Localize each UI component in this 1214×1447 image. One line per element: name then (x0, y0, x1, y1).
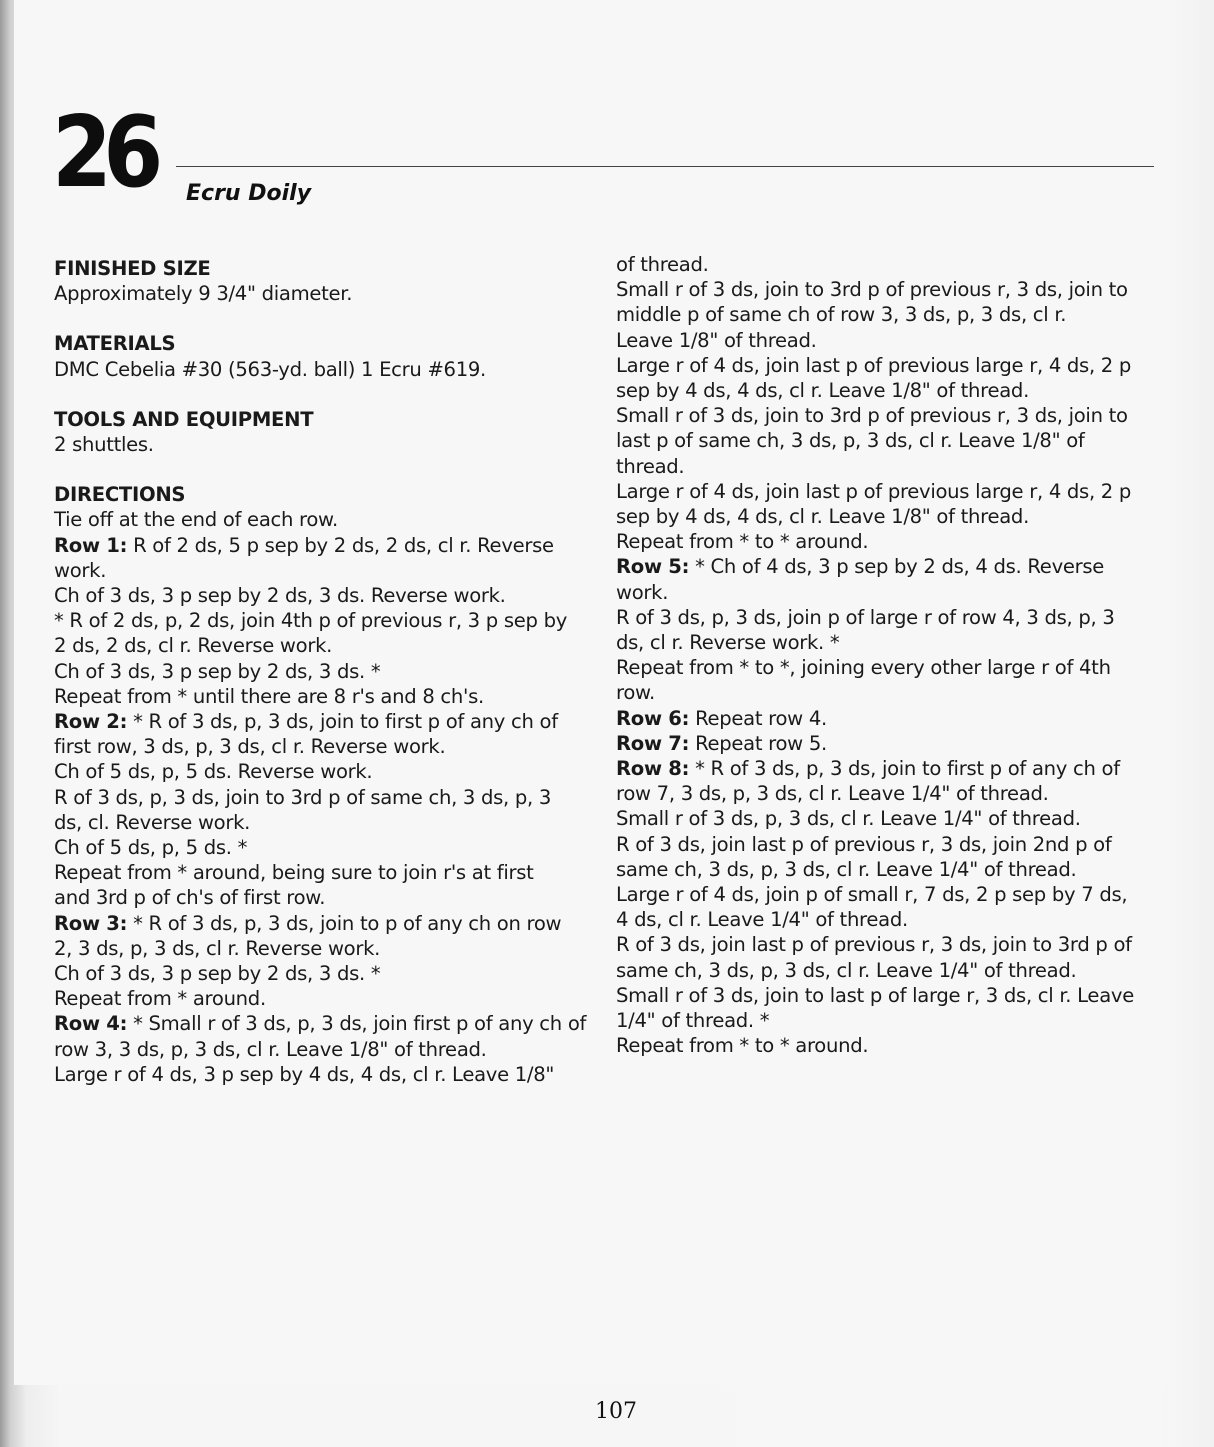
section-heading: DIRECTIONS (54, 483, 186, 507)
text-line (54, 608, 606, 633)
text-line (54, 1011, 606, 1036)
line-text: Ch of 3 ds, 3 p sep by 2 ds, 3 ds. * (54, 962, 381, 986)
line-text: Ch of 5 ds, p, 5 ds. Reverse work. (54, 760, 373, 784)
text-line (616, 1008, 1164, 1033)
line-text: Ch of 3 ds, 3 p sep by 2 ds, 3 ds. Reverse work. (54, 584, 506, 608)
section-heading: FINISHED SIZE (54, 257, 211, 280)
text-line (54, 986, 606, 1011)
row-label: Row 1: (54, 533, 128, 557)
text-line (54, 1062, 606, 1087)
line-text: thread. (616, 454, 685, 478)
line-text: first row, 3 ds, p, 3 ds, cl r. Reverse work. (54, 735, 446, 759)
line-text: Small r of 3 ds, join to last p of large r, 3 ds, cl r. Leave (616, 983, 1134, 1007)
line-text: R of 3 ds, join last p of previous r, 3 ds, join to 3rd p of (616, 933, 1132, 957)
line-text: Large r of 4 ds, join p of small r, 7 ds, 2 p sep by 7 ds, (616, 883, 1128, 907)
line-text: row 3, 3 ds, p, 3 ds, cl r. Leave 1/8" of thread. (54, 1037, 487, 1061)
text-line (616, 731, 1164, 756)
line-text: Large r of 4 ds, 3 p sep by 4 ds, 4 ds, cl r. Leave 1/8" (54, 1062, 555, 1086)
text-line (54, 633, 606, 658)
text-line (54, 810, 606, 835)
line-text: Small r of 3 ds, join to 3rd p of previous r, 3 ds, join to (616, 278, 1128, 302)
line-text: DMC Cebelia #30 (563-yd. ball) 1 Ecru #619. (54, 357, 486, 381)
title-rule (176, 166, 1154, 167)
line-text: Repeat row 4. (689, 706, 827, 730)
line-text: Ch of 3 ds, 3 p sep by 2 ds, 3 ds. * (54, 659, 381, 683)
text-line (54, 659, 606, 684)
line-text: last p of same ch, 3 ds, p, 3 ds, cl r. Leave 1/8" of (616, 429, 1085, 453)
line-text: 2, 3 ds, p, 3 ds, cl r. Reverse work. (54, 936, 381, 960)
line-text: of thread. (616, 253, 709, 276)
line-text: work. (54, 558, 107, 582)
line-text: R of 3 ds, p, 3 ds, join p of large r of row 4, 3 ds, p, 3 (616, 605, 1115, 629)
line-text: sep by 4 ds, 4 ds, cl r. Leave 1/8" of thread. (616, 379, 1029, 403)
line-text: * Ch of 4 ds, 3 p sep by 2 ds, 4 ds. Reverse (689, 555, 1105, 579)
line-text: R of 3 ds, join last p of previous r, 3 ds, join 2nd p of (616, 832, 1112, 856)
text-line (54, 507, 606, 532)
line-text: work. (616, 580, 669, 604)
line-text: Ch of 5 ds, p, 5 ds. * (54, 836, 248, 860)
line-text: 2 shuttles. (54, 433, 154, 457)
line-text: Small r of 3 ds, p, 3 ds, cl r. Leave 1/4" of thread. (616, 807, 1081, 831)
text-line (616, 882, 1164, 907)
row-label: Row 5: (616, 555, 690, 579)
text-line (616, 605, 1164, 630)
line-text: ds, cl. Reverse work. (54, 810, 251, 834)
line-text: 4 ds, cl r. Leave 1/4" of thread. (616, 908, 908, 932)
chapter-number: 26 (52, 96, 155, 210)
line-text: Repeat from * around. (54, 987, 266, 1011)
text-line (616, 277, 1164, 302)
text-line (616, 353, 1164, 378)
line-text: same ch, 3 ds, p, 3 ds, cl r. Leave 1/4" of thread. (616, 857, 1077, 881)
text-line (616, 554, 1164, 579)
line-text: * R of 2 ds, p, 2 ds, join 4th p of previous r, 3 p sep by (54, 609, 567, 633)
text-line (54, 936, 606, 961)
text-line (616, 630, 1164, 655)
line-text: Approximately 9 3/4" diameter. (54, 282, 353, 306)
paragraph-gap (54, 306, 606, 331)
left-column (54, 256, 606, 1087)
text-line (616, 806, 1164, 831)
line-text: same ch, 3 ds, p, 3 ds, cl r. Leave 1/4" of thread. (616, 958, 1077, 982)
text-line (616, 580, 1164, 605)
text-line (54, 885, 606, 910)
text-line (54, 1037, 606, 1062)
line-text: Tie off at the end of each row. (54, 508, 338, 532)
line-text: R of 3 ds, p, 3 ds, join to 3rd p of same ch, 3 ds, p, 3 (54, 785, 552, 809)
text-line (616, 756, 1164, 781)
text-line (616, 781, 1164, 806)
line-text: * Small r of 3 ds, p, 3 ds, join first p of any ch of (127, 1012, 587, 1036)
row-label: Row 6: (616, 706, 690, 730)
row-label: Row 3: (54, 911, 128, 935)
paragraph-gap (54, 382, 606, 407)
line-text: Repeat from * to * around. (616, 1034, 869, 1058)
line-text: * R of 3 ds, p, 3 ds, join to first p of any ch of (689, 757, 1120, 781)
line-text: 1/4" of thread. * (616, 1009, 770, 1033)
text-line (54, 860, 606, 885)
text-line (616, 857, 1164, 882)
row-label: Row 7: (616, 731, 690, 755)
line-text: Small r of 3 ds, join to 3rd p of previous r, 3 ds, join to (616, 404, 1128, 428)
text-line (616, 328, 1164, 353)
text-line (616, 428, 1164, 453)
text-line (616, 832, 1164, 857)
text-line (54, 759, 606, 784)
text-line (54, 684, 606, 709)
text-line (54, 911, 606, 936)
text-line (616, 403, 1164, 428)
text-line (54, 734, 606, 759)
line-text: Large r of 4 ds, join last p of previous large r, 4 ds, 2 p (616, 353, 1132, 377)
text-line (616, 479, 1164, 504)
row-label: Row 8: (616, 757, 690, 781)
line-text: Leave 1/8" of thread. (616, 328, 817, 352)
line-text: * R of 3 ds, p, 3 ds, join to p of any ch on row (127, 911, 562, 935)
text-line (616, 1033, 1164, 1058)
line-text: row. (616, 681, 655, 705)
text-line (616, 529, 1164, 554)
text-line (616, 655, 1164, 680)
line-text: middle p of same ch of row 3, 3 ds, p, 3 ds, cl r. (616, 303, 1067, 327)
paragraph-gap (54, 457, 606, 482)
line-text: row 7, 3 ds, p, 3 ds, cl r. Leave 1/4" of thread. (616, 782, 1049, 806)
text-line (616, 932, 1164, 957)
text-line (54, 709, 606, 734)
line-text: Repeat from * until there are 8 r's and 8 ch's. (54, 684, 484, 708)
text-line (616, 907, 1164, 932)
text-line (616, 454, 1164, 479)
text-line (616, 983, 1164, 1008)
text-line (54, 533, 606, 558)
text-line (54, 357, 606, 382)
line-text: ds, cl r. Reverse work. * (616, 631, 840, 655)
line-text: * R of 3 ds, p, 3 ds, join to first p of any ch of (127, 710, 558, 734)
text-line (54, 835, 606, 860)
section-heading: TOOLS AND EQUIPMENT (54, 407, 314, 431)
line-text: Repeat from * around, being sure to join r's at first (54, 861, 534, 885)
text-line (54, 432, 606, 457)
text-line (616, 706, 1164, 731)
text-line (616, 302, 1164, 327)
page-number: 107 (595, 1399, 637, 1424)
text-line (616, 958, 1164, 983)
line-text: R of 2 ds, 5 p sep by 2 ds, 2 ds, cl r. Reverse (127, 533, 554, 557)
line-text: 2 ds, 2 ds, cl r. Reverse work. (54, 634, 333, 658)
text-line (54, 583, 606, 608)
section-heading: MATERIALS (54, 332, 176, 356)
line-text: Repeat from * to *, joining every other large r of 4th (616, 656, 1111, 680)
line-text: Large r of 4 ds, join last p of previous large r, 4 ds, 2 p (616, 479, 1132, 503)
line-text: Repeat row 5. (689, 731, 827, 755)
text-line (616, 504, 1164, 529)
text-line (616, 680, 1164, 705)
line-text: Repeat from * to * around. (616, 530, 869, 554)
right-column (616, 252, 1164, 1059)
row-label: Row 4: (54, 1012, 128, 1036)
text-line (616, 378, 1164, 403)
text-line (54, 558, 606, 583)
line-text: and 3rd p of ch's of first row. (54, 886, 326, 910)
text-line (54, 281, 606, 306)
chapter-title: Ecru Doily (186, 181, 312, 206)
text-line (54, 961, 606, 986)
line-text: sep by 4 ds, 4 ds, cl r. Leave 1/8" of thread. (616, 505, 1029, 529)
text-line (616, 252, 1164, 277)
row-label: Row 2: (54, 710, 128, 734)
text-line (54, 785, 606, 810)
